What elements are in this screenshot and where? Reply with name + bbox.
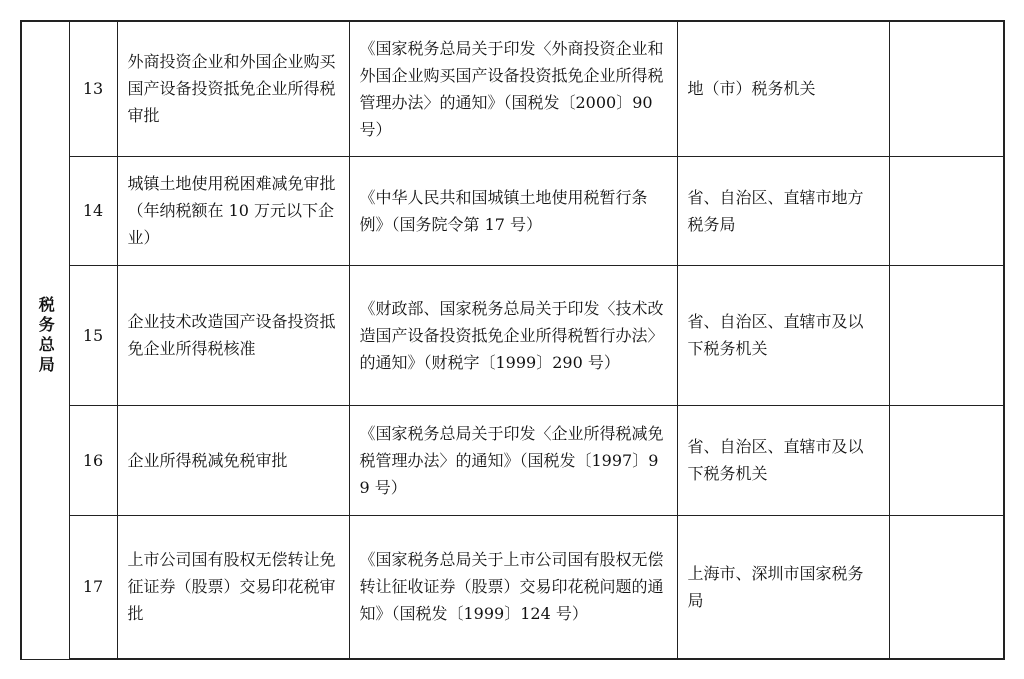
- item-name: 上市公司国有股权无偿转让免征证券（股票）交易印花税审批: [117, 515, 349, 659]
- table-row: [21, 515, 1004, 659]
- approving-authority: 地（市）税务机关: [677, 21, 889, 156]
- table-row: [21, 156, 1004, 265]
- notes-cell: [889, 515, 1004, 659]
- approving-authority: 省、自治区、直辖市地方税务局: [677, 156, 889, 265]
- notes-cell: [889, 156, 1004, 265]
- item-number: 13: [69, 21, 117, 156]
- item-number: 16: [69, 405, 117, 515]
- section-label: 税务总局: [36, 296, 56, 377]
- notes-cell: [889, 405, 1004, 515]
- notes-cell: [889, 265, 1004, 405]
- item-name: 企业技术改造国产设备投资抵免企业所得税核准: [117, 265, 349, 405]
- approval-items-table: [20, 20, 1005, 660]
- legal-basis: 《国家税务总局关于印发〈企业所得税减免税管理办法〉的通知》（国税发〔1997〕99 号）: [349, 405, 677, 515]
- legal-basis: 《国家税务总局关于上市公司国有股权无偿转让征收证券（股票）交易印花税问题的通知》（国税发〔1999〕124 号）: [349, 515, 677, 659]
- item-name: 城镇土地使用税困难减免审批（年纳税额在 10 万元以下企业）: [117, 156, 349, 265]
- item-number: 17: [69, 515, 117, 659]
- approving-authority: 省、自治区、直辖市及以下税务机关: [677, 265, 889, 405]
- table-row: [21, 405, 1004, 515]
- item-name: 外商投资企业和外国企业购买国产设备投资抵免企业所得税审批: [117, 21, 349, 156]
- item-number: 15: [69, 265, 117, 405]
- table-row: [21, 265, 1004, 405]
- item-name: 企业所得税减免税审批: [117, 405, 349, 515]
- approving-authority: 省、自治区、直辖市及以下税务机关: [677, 405, 889, 515]
- legal-basis: 《中华人民共和国城镇土地使用税暂行条例》（国务院令第 17 号）: [349, 156, 677, 265]
- legal-basis: 《财政部、国家税务总局关于印发〈技术改造国产设备投资抵免企业所得税暂行办法〉的通知》（财税字〔1999〕290 号）: [349, 265, 677, 405]
- item-number: 14: [69, 156, 117, 265]
- section-cell: [21, 21, 69, 659]
- legal-basis: 《国家税务总局关于印发〈外商投资企业和外国企业购买国产设备投资抵免企业所得税管理办法〉的通知》（国税发〔2000〕90 号）: [349, 21, 677, 156]
- notes-cell: [889, 21, 1004, 156]
- table-row: [21, 21, 1004, 156]
- approving-authority: 上海市、深圳市国家税务局: [677, 515, 889, 659]
